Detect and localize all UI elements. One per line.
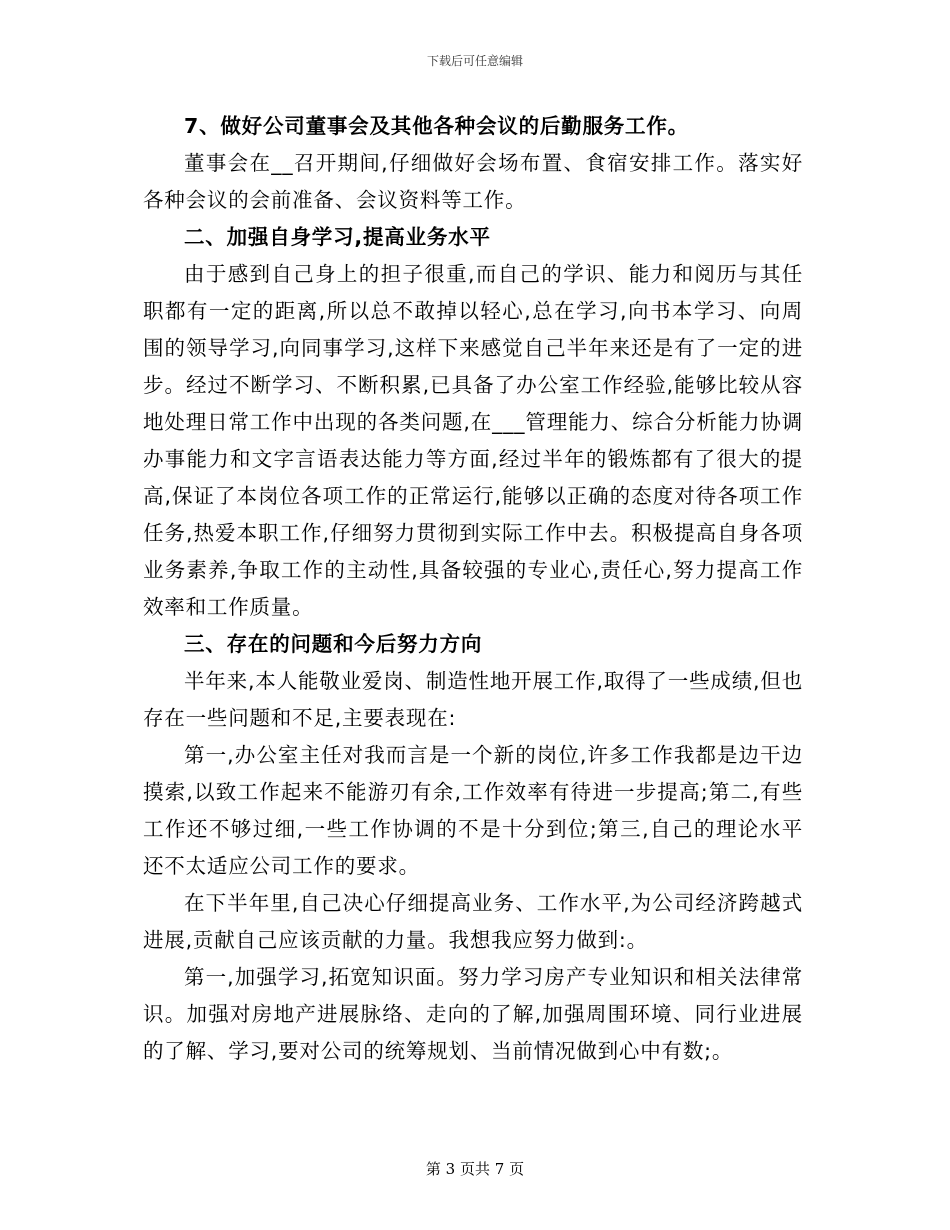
paragraph-problems-list: 第一,办公室主任对我而言是一个新的岗位,许多工作我都是边干边摸索,以致工作起来不能游刃有余,工作效率有待进一步提高;第二,有些工作还不够过细,一些工作协调的不是十分到位;第三,自己的理论水平还不太适应公司工作的要求。 (143, 743, 803, 878)
document-body (143, 108, 803, 1070)
paragraph-meeting-service: 董事会在__召开期间,仔细做好会场布置、食宿安排工作。落实好各种会议的会前准备、会议资料等工作。 (143, 151, 803, 212)
page-header-note: 下载后可任意编辑 (426, 54, 523, 68)
paragraph-self-study: 由于感到自己身上的担子很重,而自己的学识、能力和阅历与其任职都有一定的距离,所以总不敢掉以轻心,总在学习,向书本学习、向周围的领导学习,向同事学习,这样下来感觉自己半年来还是有了一定的进步。经过不断学习、不断积累,已具备了办公室工作经验,能够比较从容地处理日常工作中出现的各类问题,在___管理能力、综合分析能力协调办事能力和文字言语表达能力等方面,经过半年的锻炼都有了很大的提高,保证了本岗位各项工作的正常运行,能够以正确的态度对待各项工作任务,热爱本职工作,仔细努力贯彻到实际工作中去。积极提高自身各项业务素养,争取工作的主动性,具备较强的专业心,责任心,努力提高工作效率和工作质量。 (143, 262, 803, 619)
page-number-footer: 第 3 页共 7 页 (425, 1160, 525, 1178)
paragraph-problems-intro: 半年来,本人能敬业爱岗、制造性地开展工作,取得了一些成绩,但也存在一些问题和不足,主要表现在: (143, 669, 803, 730)
paragraph-plan-item-one: 第一,加强学习,拓宽知识面。努力学习房产专业知识和相关法律常识。加强对房地产进展脉络、走向的了解,加强周围环境、同行业进展的了解、学习,要对公司的统筹规划、当前情况做到心中有数;。 (143, 965, 803, 1063)
section-heading-self-study: 二、加强自身学习,提高业务水平 (184, 225, 491, 249)
section-heading-meeting-service: 7、做好公司董事会及其他各种会议的后勤服务工作。 (184, 114, 689, 138)
section-heading-problems: 三、存在的问题和今后努力方向 (184, 632, 483, 656)
paragraph-second-half-plan: 在下半年里,自己决心仔细提高业务、工作水平,为公司经济跨越式进展,贡献自己应该贡献的力量。我想我应努力做到:。 (143, 891, 803, 952)
